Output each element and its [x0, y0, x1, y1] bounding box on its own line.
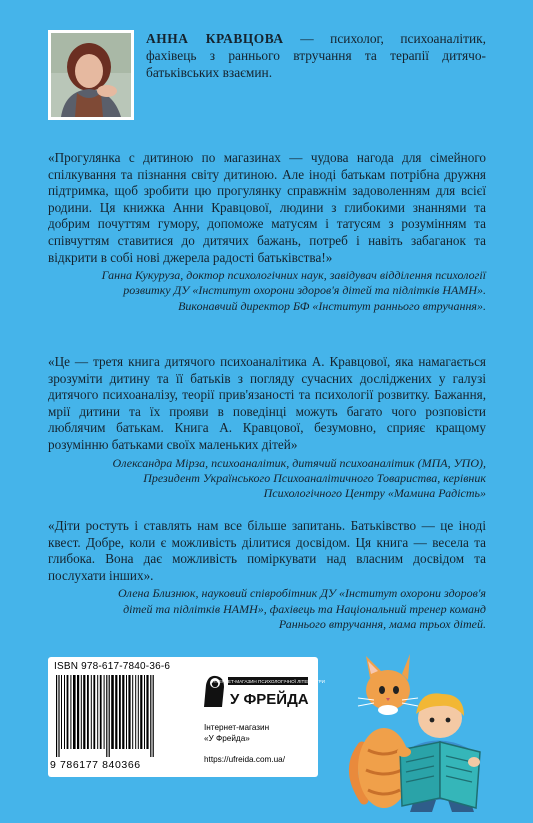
barcode-bar: [132, 675, 133, 749]
barcode-bar: [91, 675, 92, 749]
barcode-bar: [81, 675, 82, 749]
barcode-bar: [138, 675, 139, 749]
barcode-bar: [126, 675, 127, 749]
attribution-line: Олена Близнюк, науковий співробітник ДУ «Інститут охорони здоров'я: [118, 586, 486, 601]
attribution-line: розвитку ДУ «Інститут охорони здоров'я дітей та підлітків НАМН».: [123, 283, 486, 298]
store-logo-name: У ФРЕЙДА: [230, 691, 309, 708]
barcode-bar: [97, 675, 98, 749]
isbn-number: ISBN 978-617-7840-36-6: [54, 661, 171, 672]
barcode-bar: [106, 675, 107, 757]
review-attribution: [48, 268, 486, 314]
barcode-bar: [146, 675, 148, 749]
barcode-bar: [128, 675, 130, 749]
review-attribution: [48, 456, 486, 502]
barcode-bar: [140, 675, 142, 749]
barcode-bar: [64, 675, 65, 749]
attribution-line: Олександра Мірза, психоаналітик, дитячий психоаналітик (МПА, УПО),: [112, 455, 486, 470]
cat-and-child-reading-illustration: [344, 650, 494, 815]
attribution-line: Виконавчий директор БФ «Інститут раннього втручання».: [178, 298, 486, 313]
store-label: Інтернет-магазин: [204, 723, 270, 732]
barcode-bar: [153, 675, 154, 757]
author-portrait-image: [51, 33, 131, 117]
review-text: «Прогулянка с дитиною по магазинах — чудова нагода для сімейного спілкування та пізнання світу дитиною. Але іноді батькам потрібна дружня підтримка, щоб зробити цю прогулянку справжнім задоволенням для всієї родини. Ця книжка Анни Кравцової, людини з глибокими знаннями та добрим почуттям гумору, допоможе матусям і татусям з розумінням та співчуттям ставитися до дитячих бажань, потреб і навіть забаганок та відкрити в собі нові джерела радості батьківства!»: [48, 150, 486, 265]
barcode-panel: [48, 657, 325, 777]
barcode-bar: [135, 675, 136, 749]
attribution-line: дітей та підлітків НАМН», фахівець та Національний тренер команд: [123, 601, 486, 616]
review-1: [48, 150, 486, 314]
store-name: «У Фрейда»: [204, 734, 250, 743]
barcode-bar: [93, 675, 95, 749]
author-bio: [146, 30, 486, 81]
barcode-bar: [61, 675, 62, 749]
barcode-bar: [73, 675, 76, 749]
review-text: «Діти ростуть і ставлять нам все більше запитань. Батьківство — це іноді квест. Добре, коли є можливість ділитися досвідом. Ця книга — весела та глибока. Вона дає можливість поміркувати над власним досвідом та послухати інших».: [48, 518, 486, 583]
barcode-digits: 9 786177 840366: [50, 759, 141, 771]
barcode-bar: [77, 675, 79, 749]
attribution-line: Раннього втручання, мама трьох дітей.: [278, 616, 486, 631]
attribution-line: Психологічного Центру «Мамина Радість»: [263, 485, 486, 500]
store-url: https://ufreida.com.ua/: [204, 755, 286, 764]
review-attribution: [48, 586, 486, 632]
review-text: «Це — третя книга дитячого психоаналітика А. Кравцової, яка намагається зрозуміти дитину та її батьків з погляду сучасних досліджених у галузі дитячого психоаналізу, теорії прив'язаності та психології розвитку. Бажання, мрії дитини та їх прояви в поведінці можуть багато чого розповісти люблячим батькам. Книга А. Кравцової, безумовно, сприяє кращому розумінню батьками своїх маленьких дітей»: [48, 354, 486, 452]
barcode-bar: [122, 675, 124, 749]
barcode-bar: [104, 675, 105, 749]
barcode-bar: [83, 675, 85, 749]
review-3: [48, 518, 486, 632]
barcode-bar: [119, 675, 121, 749]
barcode-bar: [144, 675, 145, 749]
barcode-bar: [111, 675, 114, 749]
attribution-line: Президент Українського Психоаналітичного Товариства, керівник: [143, 470, 486, 485]
barcode-bar: [150, 675, 151, 757]
barcode-bar: [70, 675, 71, 749]
barcode-bar: [109, 675, 110, 757]
barcode-bar: [56, 675, 57, 757]
author-photo: [48, 30, 134, 120]
barcode-bar: [58, 675, 59, 757]
barcode-bar: [87, 675, 89, 749]
attribution-line: Ганна Кукуруза, доктор психологічних наук, завідувач відділення психології: [101, 268, 486, 283]
barcode-bar: [100, 675, 102, 749]
review-2: [48, 354, 486, 501]
store-logo-tagline: ІНТЕРНЕТ-МАГАЗИН ПСИХОЛОГІЧНОЇ ЛІТЕРАТУРИ: [211, 679, 325, 685]
barcode-bar: [115, 675, 117, 749]
barcode-bar: [67, 675, 69, 749]
barcode-image: [54, 675, 190, 757]
author-name: АННА КРАВЦОВА: [146, 31, 284, 46]
store-logo: [200, 671, 325, 711]
author-description: — психолог, психоаналітик, фахівець з раннього втручання та терапії дитячо-батьківських взаємин.: [146, 31, 486, 80]
